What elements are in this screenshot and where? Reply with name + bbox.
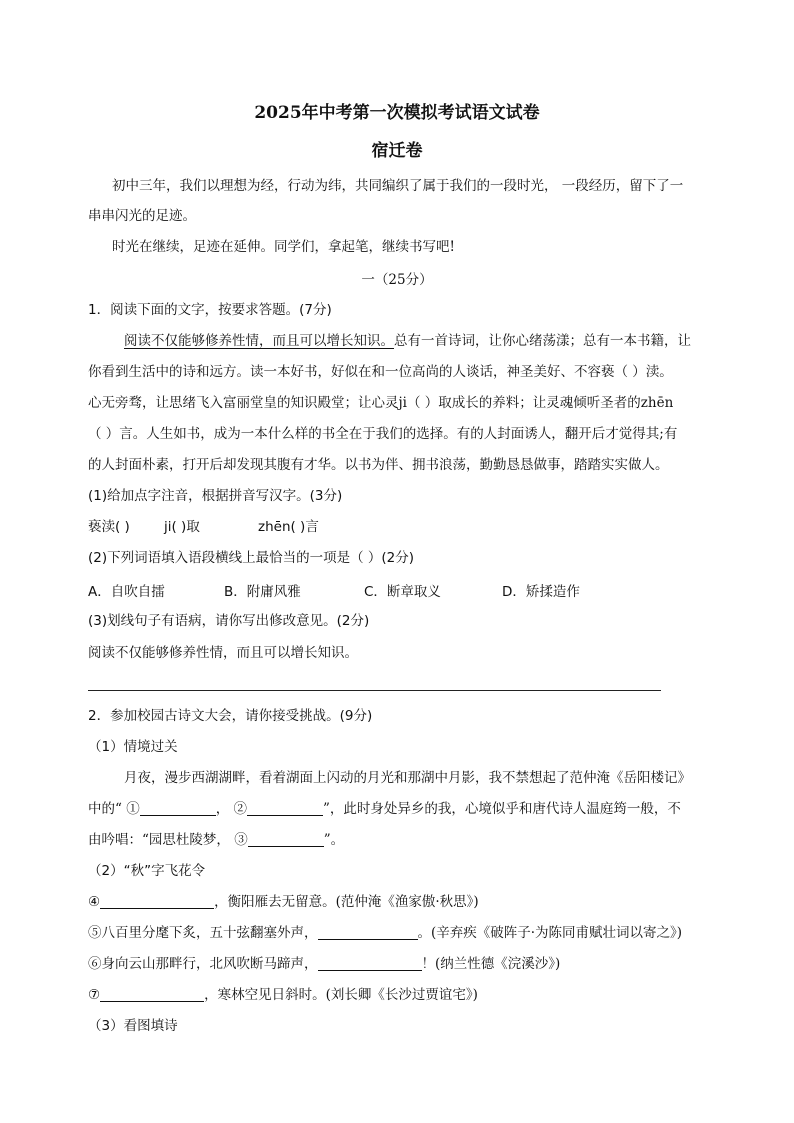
pinyin-item: ji( )取 (164, 519, 200, 535)
option-c[interactable]: C．断章取义 (364, 584, 441, 600)
sub-question: (1)给加点字注音，根据拼音写汉字。(3分) (88, 488, 343, 504)
poem-text: ！(纳兰性德《浣溪沙》) (421, 956, 561, 972)
poem-text: ④ (88, 894, 101, 910)
option-d[interactable]: D．矫揉造作 (502, 584, 580, 600)
question-heading: 1．阅读下面的文字，按要求答题。(7分) (88, 302, 332, 318)
poem-line-5 (88, 923, 682, 943)
scenario-line: 月夜，漫步西湖湖畔，看着湖面上闪动的月光和那湖中月影，我不禁想起了范仲淹《岳阳楼记》 (124, 770, 691, 786)
pinyin-item: 亵渎( ) (88, 519, 130, 535)
poem-line-7 (88, 985, 478, 1005)
poem-text: ⑦ (88, 987, 101, 1003)
poem-line-6 (88, 954, 560, 974)
intro-line: 初中三年，我们以理想为经，行动为纬，共同编织了属于我们的一段时光， 一段经历，留下了一 (112, 178, 684, 194)
scenario-line (88, 799, 681, 819)
blank-7[interactable] (100, 987, 204, 1002)
underlined-sentence: 阅读不仅能够修养性情，而且可以增长知识。 (124, 333, 394, 349)
page-subtitle: 宿迁卷 (371, 141, 423, 161)
sub-question: (2)下列词语填入语段横线上最恰当的一项是（ ）(2分) (88, 550, 415, 566)
poem-text: ，衡阳雁去无留意。(范仲淹《渔家傲·秋思》) (214, 894, 479, 910)
passage-text: 总有一首诗词，让你心绪荡漾；总有一本书籍，让 (394, 333, 691, 349)
blank-6[interactable] (318, 956, 422, 971)
part-title: （1）情境过关 (88, 739, 178, 755)
intro-line: 串串闪光的足迹。 (88, 208, 196, 224)
blank-4[interactable] (100, 894, 214, 909)
scenario-text: ”，此时身处异乡的我，心境似乎和唐代诗人温庭筠一般，不 (323, 801, 681, 817)
poem-text: ，寒林空见日斜时。(刘长卿《长沙过贾谊宅》) (204, 987, 478, 1003)
scenario-text: 由吟唱：“园思杜陵梦， ③ (88, 832, 248, 848)
intro-line: 时光在继续，足迹在延伸。同学们，拿起笔，继续书写吧! (112, 239, 455, 255)
scenario-text: 中的“ ① (88, 801, 140, 817)
answer-line[interactable] (88, 690, 661, 691)
blank-2[interactable] (247, 801, 323, 816)
part-title: （2）“秋”字飞花令 (88, 863, 206, 879)
passage-line (124, 331, 691, 351)
scenario-line (88, 830, 344, 850)
section-label: 一（25分） (361, 272, 433, 288)
poem-text: ⑤八百里分麾下炙，五十弦翻塞外声， (88, 925, 318, 941)
poem-text: ⑥身向云山那畔行，北风吹断马蹄声， (88, 956, 318, 972)
scenario-text: ， ② (215, 801, 247, 817)
question-heading: 2．参加校园古诗文大会，请你接受挑战。(9分) (88, 708, 373, 724)
passage-line: 你看到生活中的诗和远方。读一本好书，好似在和一位高尚的人谈话，神圣美好、不容亵（ ）渎。 (88, 364, 673, 380)
option-a[interactable]: A．自吹自擂 (88, 584, 165, 600)
poem-line-4 (88, 892, 479, 912)
blank-1[interactable] (140, 801, 216, 816)
blank-5[interactable] (318, 925, 418, 940)
sub-question: (3)划线句子有语病，请你写出修改意见。(2分) (88, 613, 370, 629)
option-b[interactable]: B．附庸风雅 (224, 584, 301, 600)
blank-3[interactable] (248, 832, 324, 847)
page-title: 2025年中考第一次模拟考试语文试卷 (254, 103, 540, 123)
passage-line: 的人封面朴素，打开后却发现其腹有才华。以书为伴、拥书浪荡，勤勤恳恳做事，踏踏实实做人。 (88, 457, 669, 473)
scenario-text: ”。 (323, 832, 345, 848)
faulty-sentence: 阅读不仅能够修养性情，而且可以增长知识。 (88, 645, 358, 661)
part-title: （3）看图填诗 (88, 1018, 178, 1034)
pinyin-item: zhēn( )言 (258, 519, 319, 535)
passage-line: 心无旁骛，让思绪飞入富丽堂皇的知识殿堂；让心灵ji（ ）取成长的养料；让灵魂倾听圣者的zhēn (88, 395, 674, 411)
poem-text: 。(辛弃疾《破阵子·为陈同甫赋壮词以寄之》) (417, 925, 683, 941)
passage-line: （ ）言。人生如书，成为一本什么样的书全在于我们的选择。有的人封面诱人，翻开后才觉得其;有 (88, 426, 678, 442)
